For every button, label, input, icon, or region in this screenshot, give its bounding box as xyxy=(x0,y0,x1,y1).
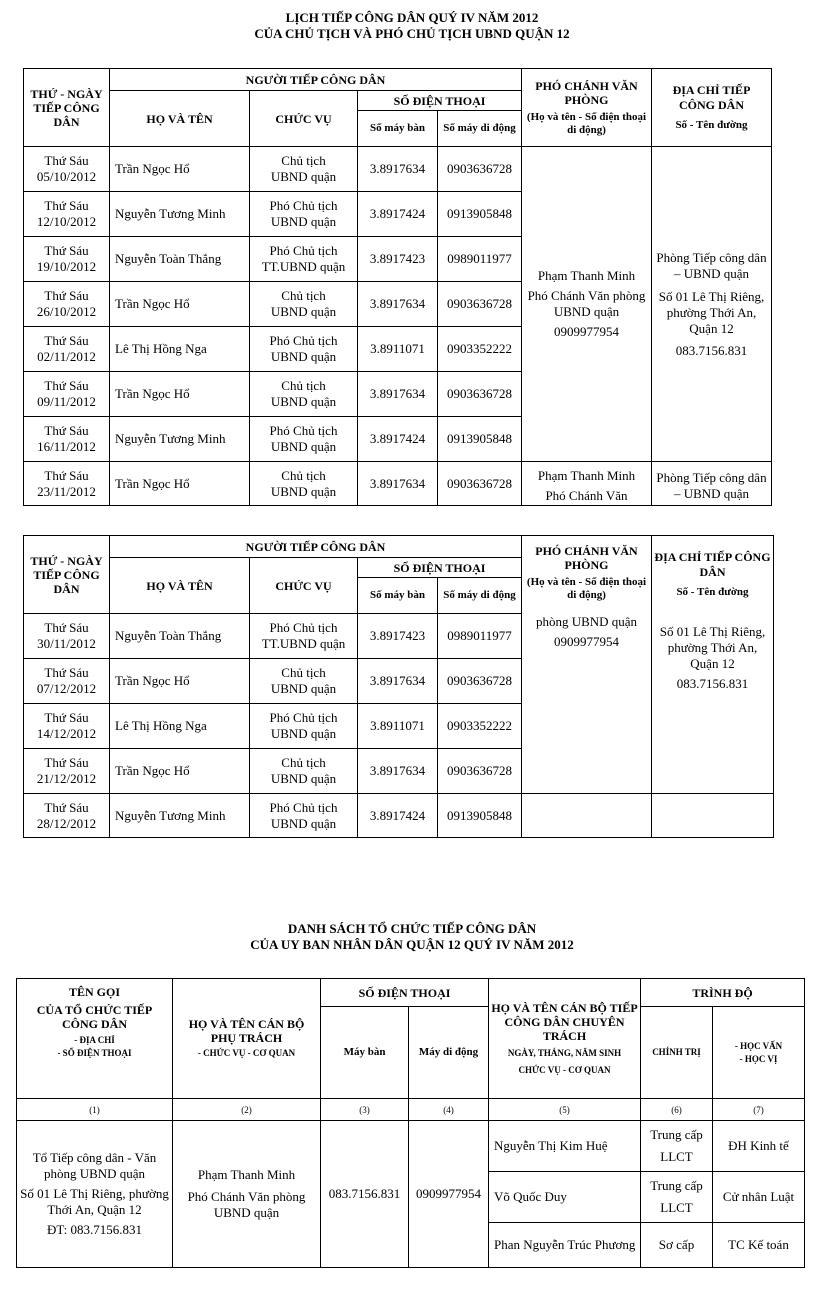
date: 19/10/2012 xyxy=(36,259,97,274)
col-number: (2) xyxy=(173,1099,321,1121)
address-cell xyxy=(652,147,772,462)
position-line1: Phó Chủ tịch xyxy=(269,243,338,258)
org-address: Số 01 Lê Thị Riêng, phường Thới An, Quận 12 xyxy=(20,1186,169,1217)
staff-name: Nguyễn Thị Kim Huệ xyxy=(489,1121,641,1172)
date: 14/12/2012 xyxy=(36,726,97,741)
receiver-name: Trần Ngọc Hổ xyxy=(110,749,250,794)
org-table xyxy=(16,978,805,1268)
date: 05/10/2012 xyxy=(36,169,97,184)
address-place: Phòng Tiếp công dân – UBND quận xyxy=(656,249,767,281)
header-org-note1: - ĐỊA CHỈ xyxy=(74,1035,115,1045)
date-cell xyxy=(24,237,110,282)
mobile-cell: 0913905848 xyxy=(438,417,522,462)
date: 07/12/2012 xyxy=(36,681,97,696)
mobile-cell: 0903636728 xyxy=(438,282,522,327)
col-number: (7) xyxy=(713,1099,805,1121)
address-street: Số 01 Lê Thị Riêng, phường Thới An, Quận 12 xyxy=(658,288,765,336)
position-line1: Phó Chủ tịch xyxy=(269,423,338,438)
col-number: (6) xyxy=(641,1099,713,1121)
header-deputy xyxy=(522,69,652,147)
date-cell xyxy=(24,372,110,417)
position-line2: UBND quận xyxy=(270,681,337,696)
position-line2: UBND quận xyxy=(270,439,337,454)
deputy-cell-continued xyxy=(522,462,652,506)
position-line1: Phó Chủ tịch xyxy=(269,333,338,348)
receiver-position xyxy=(250,417,358,462)
mobile-cell: 0909977954 xyxy=(409,1121,489,1268)
header-org-title: TÊN GỌI xyxy=(68,985,120,999)
header-deputy-sub: (Họ và tên - Số điện thoại di động) xyxy=(526,110,647,136)
header-deputy-title: PHÓ CHÁNH VĂN PHÒNG xyxy=(535,78,638,107)
landline-cell: 3.8917423 xyxy=(358,237,438,282)
position-line2: UBND quận xyxy=(270,726,337,741)
date: 16/11/2012 xyxy=(37,439,96,454)
header-address-sub: Số - Tên đường xyxy=(675,119,748,131)
landline-cell: 083.7156.831 xyxy=(321,1121,409,1268)
mobile-cell: 0903636728 xyxy=(438,147,522,192)
schedule-title xyxy=(0,10,824,42)
receiver-name: Nguyễn Tương Minh xyxy=(110,417,250,462)
header-address xyxy=(652,69,772,147)
header-address-sub: Số - Tên đường xyxy=(676,586,749,598)
position-line2: UBND quận xyxy=(270,349,337,364)
deputy-phone: 0909977954 xyxy=(554,324,619,339)
receiver-position xyxy=(250,237,358,282)
deputy-name: Phạm Thanh Minh xyxy=(537,268,636,283)
position-line2: UBND quận xyxy=(270,815,337,831)
header-landline: Số máy bàn xyxy=(358,111,438,147)
position-line1: Phó Chủ tịch xyxy=(269,620,338,635)
date: 28/12/2012 xyxy=(36,815,97,831)
date-cell xyxy=(24,327,110,372)
address-empty-cell xyxy=(652,794,774,838)
receiver-name: Trần Ngọc Hổ xyxy=(110,282,250,327)
mobile-cell: 0989011977 xyxy=(438,614,522,659)
staff-education: TC Kế toán xyxy=(713,1223,805,1268)
header-mobile: Máy di động xyxy=(409,1007,489,1099)
header-day: THỨ - NGÀY TIẾP CÔNG DÂN xyxy=(24,69,110,147)
position-line1: Chủ tịch xyxy=(281,378,326,393)
position-line2: UBND quận xyxy=(270,169,337,184)
date-cell xyxy=(24,192,110,237)
address-street: Số 01 Lê Thị Riêng, phường Thới An, Quận 12 xyxy=(659,623,766,671)
manager-title: Phó Chánh Văn phòng UBND quận xyxy=(187,1189,306,1220)
schedule-title-line2: CỦA CHỦ TỊCH VÀ PHÓ CHỦ TỊCH UBND QUẬN 12 xyxy=(254,26,570,41)
date-cell xyxy=(24,462,110,506)
header-staff xyxy=(489,979,641,1099)
weekday: Thứ Sáu xyxy=(44,378,89,393)
weekday: Thứ Sáu xyxy=(44,755,89,770)
position-line1: Chủ tịch xyxy=(281,153,326,168)
date: 09/11/2012 xyxy=(37,394,96,409)
header-name: HỌ VÀ TÊN xyxy=(110,91,250,147)
header-manager-title: HỌ VÀ TÊN CÁN BỘ PHỤ TRÁCH xyxy=(188,1017,305,1045)
org-list-title-line1: DANH SÁCH TỔ CHỨC TIẾP CÔNG DÂN xyxy=(287,921,537,936)
col-number: (1) xyxy=(17,1099,173,1121)
col-number: (3) xyxy=(321,1099,409,1121)
date-cell xyxy=(24,749,110,794)
mobile-cell: 0903352222 xyxy=(438,704,522,749)
weekday: Thứ Sáu xyxy=(44,333,89,348)
deputy-title: Phó Chánh Văn xyxy=(545,488,628,503)
receiver-name: Nguyễn Toàn Thắng xyxy=(110,614,250,659)
header-politics: CHÍNH TRỊ xyxy=(641,1007,713,1099)
position-line2: UBND quận xyxy=(270,483,337,499)
deputy-cell xyxy=(522,147,652,462)
date: 21/12/2012 xyxy=(36,771,97,786)
date: 02/11/2012 xyxy=(37,349,96,364)
staff-education: Cử nhân Luật xyxy=(713,1172,805,1223)
receiver-position xyxy=(250,462,358,506)
header-edu2: - HỌC VỊ xyxy=(739,1053,778,1064)
receiver-position xyxy=(250,794,358,838)
mobile-cell: 0903636728 xyxy=(438,749,522,794)
weekday: Thứ Sáu xyxy=(44,153,89,168)
header-org-sub: CỦA TỔ CHỨC TIẾP CÔNG DÂN xyxy=(36,1003,153,1031)
header-phone: SỐ ĐIỆN THOẠI xyxy=(358,558,522,578)
col-number: (4) xyxy=(409,1099,489,1121)
address-cell xyxy=(652,614,774,794)
weekday: Thứ Sáu xyxy=(44,288,89,303)
deputy-phone: 0909977954 xyxy=(554,633,619,649)
date-cell xyxy=(24,614,110,659)
header-receiver: NGƯỜI TIẾP CÔNG DÂN xyxy=(110,536,522,558)
weekday: Thứ Sáu xyxy=(44,198,89,213)
header-mobile: Số máy di động xyxy=(438,111,522,147)
header-edu1: - HỌC VẤN xyxy=(734,1040,783,1051)
header-name: HỌ VÀ TÊN xyxy=(110,558,250,614)
mobile-cell: 0903636728 xyxy=(438,659,522,704)
landline-cell: 3.8917634 xyxy=(358,372,438,417)
org-list-title xyxy=(0,921,824,953)
receiver-position xyxy=(250,704,358,749)
header-deputy-sub: (Họ và tên - Số điện thoại di động) xyxy=(526,576,647,601)
weekday: Thứ Sáu xyxy=(44,243,89,258)
header-mobile: Số máy di động xyxy=(438,578,522,614)
receiver-name: Lê Thị Hồng Nga xyxy=(110,704,250,749)
header-staff-title: HỌ VÀ TÊN CÁN BỘ TIẾP CÔNG DÂN CHUYÊN TRÁCH xyxy=(491,1000,638,1043)
header-org-note2: - SỐ ĐIỆN THOẠI xyxy=(57,1048,132,1058)
position-line2: UBND quận xyxy=(270,214,337,229)
landline-cell: 3.8917634 xyxy=(358,659,438,704)
deputy-cell xyxy=(522,614,652,794)
weekday: Thứ Sáu xyxy=(44,799,89,815)
receiver-name: Trần Ngọc Hổ xyxy=(110,147,250,192)
mobile-cell: 0903636728 xyxy=(438,372,522,417)
position-line1: Phó Chủ tịch xyxy=(269,799,338,815)
weekday: Thứ Sáu xyxy=(44,665,89,680)
weekday: Thứ Sáu xyxy=(44,620,89,635)
landline-cell: 3.8911071 xyxy=(358,704,438,749)
receiver-name: Nguyễn Tương Minh xyxy=(110,192,250,237)
schedule-table-2 xyxy=(23,535,774,838)
position-line1: Chủ tịch xyxy=(281,665,326,680)
date: 30/11/2012 xyxy=(37,636,96,651)
address-cell-continued xyxy=(652,462,772,506)
receiver-name: Trần Ngọc Hổ xyxy=(110,462,250,506)
staff-name: Võ Quốc Duy xyxy=(489,1172,641,1223)
position-line1: Phó Chủ tịch xyxy=(269,710,338,725)
org-phone: ĐT: 083.7156.831 xyxy=(46,1222,143,1237)
date-cell xyxy=(24,659,110,704)
receiver-name: Nguyễn Tương Minh xyxy=(110,794,250,838)
staff-politics: Trung cấp LLCT xyxy=(641,1172,713,1223)
header-manager-note: - CHỨC VỤ - CƠ QUAN xyxy=(197,1048,296,1058)
receiver-position xyxy=(250,147,358,192)
header-receiver: NGƯỜI TIẾP CÔNG DÂN xyxy=(110,69,522,91)
staff-politics: Sơ cấp xyxy=(641,1223,713,1268)
position-line2: UBND quận xyxy=(270,771,337,786)
date-cell xyxy=(24,417,110,462)
date-cell xyxy=(24,794,110,838)
weekday: Thứ Sáu xyxy=(44,710,89,725)
date-cell xyxy=(24,282,110,327)
position-line1: Chủ tịch xyxy=(281,755,326,770)
receiver-position xyxy=(250,192,358,237)
landline-cell: 3.8917634 xyxy=(358,282,438,327)
position-line1: Chủ tịch xyxy=(281,288,326,303)
receiver-position xyxy=(250,282,358,327)
header-phone: SỐ ĐIỆN THOẠI xyxy=(358,91,522,111)
position-line2: TT.UBND quận xyxy=(261,259,346,274)
date-cell xyxy=(24,147,110,192)
mobile-cell: 0903636728 xyxy=(438,462,522,506)
org-name: Tổ Tiếp công dân - Văn phòng UBND quận xyxy=(32,1150,157,1181)
org-list-title-line2: CỦA UY BAN NHÂN DÂN QUẬN 12 QUÝ IV NĂM 2012 xyxy=(250,937,574,952)
weekday: Thứ Sáu xyxy=(44,467,89,483)
mobile-cell: 0913905848 xyxy=(438,192,522,237)
header-day: THỨ - NGÀY TIẾP CÔNG DÂN xyxy=(24,536,110,614)
landline-cell: 3.8917634 xyxy=(358,462,438,506)
schedule-title-line1: LỊCH TIẾP CÔNG DÂN QUÝ IV NĂM 2012 xyxy=(285,10,539,25)
header-manager xyxy=(173,979,321,1099)
receiver-position xyxy=(250,372,358,417)
header-education xyxy=(713,1007,805,1099)
staff-politics: Trung cấp LLCT xyxy=(641,1121,713,1172)
col-number: (5) xyxy=(489,1099,641,1121)
header-landline: Máy bàn xyxy=(321,1007,409,1099)
header-org xyxy=(17,979,173,1099)
position-line2: UBND quận xyxy=(270,394,337,409)
date: 12/10/2012 xyxy=(36,214,97,229)
deputy-name: Phạm Thanh Minh xyxy=(537,468,636,483)
manager-cell xyxy=(173,1121,321,1268)
landline-cell: 3.8917423 xyxy=(358,614,438,659)
header-position: CHỨC VỤ xyxy=(250,91,358,147)
schedule-table-1 xyxy=(23,68,772,506)
deputy-title: Phó Chánh Văn phòng UBND quận xyxy=(527,288,646,319)
receiver-name: Trần Ngọc Hổ xyxy=(110,372,250,417)
header-staff-note2: CHỨC VỤ - CƠ QUAN xyxy=(518,1064,611,1075)
org-cell xyxy=(17,1121,173,1268)
mobile-cell: 0989011977 xyxy=(438,237,522,282)
landline-cell: 3.8917634 xyxy=(358,749,438,794)
address-phone: 083.7156.831 xyxy=(676,675,749,691)
header-address-title: ĐỊA CHỈ TIẾP CÔNG DÂN xyxy=(654,550,771,579)
mobile-cell: 0913905848 xyxy=(438,794,522,838)
header-address xyxy=(652,536,774,614)
receiver-name: Trần Ngọc Hổ xyxy=(110,659,250,704)
landline-cell: 3.8917424 xyxy=(358,192,438,237)
manager-name: Phạm Thanh Minh xyxy=(197,1167,296,1182)
landline-cell: 3.8917634 xyxy=(358,147,438,192)
position-line1: Chủ tịch xyxy=(281,467,326,483)
position-line2: UBND quận xyxy=(270,304,337,319)
header-level: TRÌNH ĐỘ xyxy=(641,979,805,1007)
header-deputy xyxy=(522,536,652,614)
header-address-title: ĐỊA CHỈ TIẾP CÔNG DÂN xyxy=(672,83,751,112)
receiver-name: Lê Thị Hồng Nga xyxy=(110,327,250,372)
receiver-position xyxy=(250,659,358,704)
date-cell xyxy=(24,704,110,749)
position-line2: TT.UBND quận xyxy=(261,636,346,651)
staff-education: ĐH Kinh tế xyxy=(713,1121,805,1172)
receiver-position xyxy=(250,327,358,372)
landline-cell: 3.8917424 xyxy=(358,794,438,838)
position-line1: Phó Chủ tịch xyxy=(269,198,338,213)
header-position: CHỨC VỤ xyxy=(250,558,358,614)
date: 26/10/2012 xyxy=(36,304,97,319)
receiver-position xyxy=(250,614,358,659)
header-phone: SỐ ĐIỆN THOẠI xyxy=(321,979,489,1007)
receiver-name: Nguyễn Toàn Thắng xyxy=(110,237,250,282)
staff-name: Phan Nguyễn Trúc Phương xyxy=(489,1223,641,1268)
date: 23/11/2012 xyxy=(37,483,96,499)
landline-cell: 3.8911071 xyxy=(358,327,438,372)
weekday: Thứ Sáu xyxy=(44,423,89,438)
deputy-title: phòng UBND quận xyxy=(535,613,638,629)
deputy-empty-cell xyxy=(522,794,652,838)
address-phone: 083.7156.831 xyxy=(675,342,748,358)
mobile-cell: 0903352222 xyxy=(438,327,522,372)
receiver-position xyxy=(250,749,358,794)
address-place: Phòng Tiếp công dân – UBND quận xyxy=(656,470,767,501)
landline-cell: 3.8917424 xyxy=(358,417,438,462)
header-staff-note1: NGÀY, THÁNG, NĂM SINH xyxy=(507,1047,622,1058)
header-deputy-title: PHÓ CHÁNH VĂN PHÒNG xyxy=(535,544,638,572)
header-landline: Số máy bàn xyxy=(358,578,438,614)
